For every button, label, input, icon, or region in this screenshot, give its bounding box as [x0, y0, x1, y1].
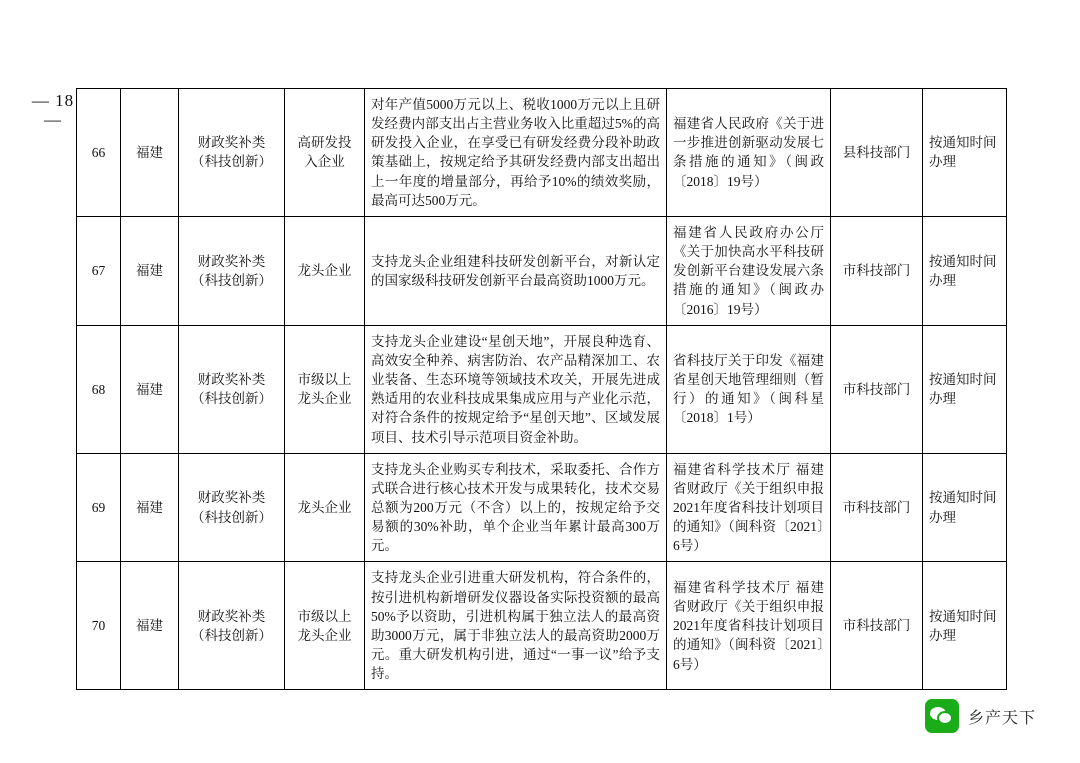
policy-table — [76, 88, 1007, 690]
cell-time: 按通知时间办理 — [923, 89, 1007, 217]
cell-dept: 市科技部门 — [831, 453, 923, 562]
cell-time: 按通知时间办理 — [923, 453, 1007, 562]
table-row — [77, 562, 1007, 690]
cell-num: 67 — [77, 216, 121, 325]
cell-type-line1: 财政奖补类 — [197, 135, 266, 151]
cell-num: 68 — [77, 325, 121, 453]
watermark-badge — [925, 699, 1036, 733]
cell-time: 按通知时间办理 — [923, 325, 1007, 453]
cell-num: 70 — [77, 562, 121, 690]
cell-basis: 福建省人民政府《关于进一步推进创新驱动发展七条措施的通知》（闽政〔2018〕19号） — [667, 89, 831, 217]
cell-dept: 市科技部门 — [831, 325, 923, 453]
cell-content: 支持龙头企业建设“星创天地”，开展良种选育、高效安全种养、病害防治、农产品精深加工、农业装备、生态环境等领域技术攻关，开展先进成熟适用的农业科技成果集成应用与产业化示范，对符合条件的按规定给予“星创天地”、区域发展项目、技术引导示范项目资金补助。 — [365, 325, 667, 453]
cell-type-line1: 财政奖补类 — [197, 608, 266, 624]
cell-type-line1: 财政奖补类 — [197, 253, 266, 269]
cell-dept: 市科技部门 — [831, 216, 923, 325]
cell-target: 龙头企业 — [285, 216, 365, 325]
cell-region: 福建 — [121, 216, 179, 325]
cell-target: 市级以上龙头企业 — [285, 562, 365, 690]
policy-table-container — [76, 88, 1006, 690]
cell-type-line2: （科技创新） — [191, 509, 272, 525]
cell-num: 69 — [77, 453, 121, 562]
cell-type-line2: （科技创新） — [191, 627, 272, 643]
table-row — [77, 216, 1007, 325]
cell-type-line2: （科技创新） — [191, 391, 272, 407]
table-row — [77, 89, 1007, 217]
cell-target: 龙头企业 — [285, 453, 365, 562]
cell-region: 福建 — [121, 325, 179, 453]
cell-content: 对年产值5000万元以上、税收1000万元以上且研发经费内部支出占主营业务收入比重超过5%的高研发投入企业，在享受已有研发经费分段补助政策基础上，按规定给予其研发经费内部支出超出上一年度的增量部分，再给予10%的绩效奖励，最高可达500万元。 — [365, 89, 667, 217]
cell-region: 福建 — [121, 562, 179, 690]
cell-basis: 省科技厅关于印发《福建省星创天地管理细则（暂行）的通知》（闽科星〔2018〕1号） — [667, 325, 831, 453]
cell-basis: 福建省科学技术厅 福建省财政厅《关于组织申报2021年度省科技计划项目的通知》（闽科资〔2021〕6号） — [667, 453, 831, 562]
cell-time: 按通知时间办理 — [923, 562, 1007, 690]
cell-type-line2: （科技创新） — [191, 272, 272, 288]
cell-type-line2: （科技创新） — [191, 154, 272, 170]
cell-target: 高研发投入企业 — [285, 89, 365, 217]
cell-basis: 福建省人民政府办公厅《关于加快高水平科技研发创新平台建设发展六条措施的通知》（闽政办〔2016〕19号） — [667, 216, 831, 325]
cell-type — [179, 562, 285, 690]
page-number: — 18 — — [31, 91, 75, 129]
cell-target: 市级以上龙头企业 — [285, 325, 365, 453]
cell-region: 福建 — [121, 453, 179, 562]
table-row — [77, 453, 1007, 562]
cell-content: 支持龙头企业组建科技研发创新平台，对新认定的国家级科技研发创新平台最高资助1000万元。 — [365, 216, 667, 325]
cell-type — [179, 325, 285, 453]
cell-basis: 福建省科学技术厅 福建省财政厅《关于组织申报2021年度省科技计划项目的通知》（闽科资〔2021〕6号） — [667, 562, 831, 690]
cell-time: 按通知时间办理 — [923, 216, 1007, 325]
cell-content: 支持龙头企业购买专利技术，采取委托、合作方式联合进行核心技术开发与成果转化，技术交易总额为200万元（不含）以上的，按规定给予交易额的30%补助，单个企业当年累计最高300万元。 — [365, 453, 667, 562]
cell-region: 福建 — [121, 89, 179, 217]
cell-type — [179, 453, 285, 562]
cell-num: 66 — [77, 89, 121, 217]
cell-type-line1: 财政奖补类 — [197, 490, 266, 506]
wechat-logo-icon — [925, 699, 959, 733]
table-row — [77, 325, 1007, 453]
cell-content: 支持龙头企业引进重大研发机构，符合条件的，按引进机构新增研发仪器设备实际投资额的最高50%予以资助，引进机构属于独立法人的最高资助3000万元，属于非独立法人的最高资助2000万元。重大研发机构引进，通过“一事一议”给予支持。 — [365, 562, 667, 690]
cell-dept: 市科技部门 — [831, 562, 923, 690]
cell-dept: 县科技部门 — [831, 89, 923, 217]
cell-type — [179, 216, 285, 325]
cell-type-line1: 财政奖补类 — [197, 372, 266, 388]
watermark-account-name: 乡产天下 — [967, 709, 1036, 727]
cell-type — [179, 89, 285, 217]
